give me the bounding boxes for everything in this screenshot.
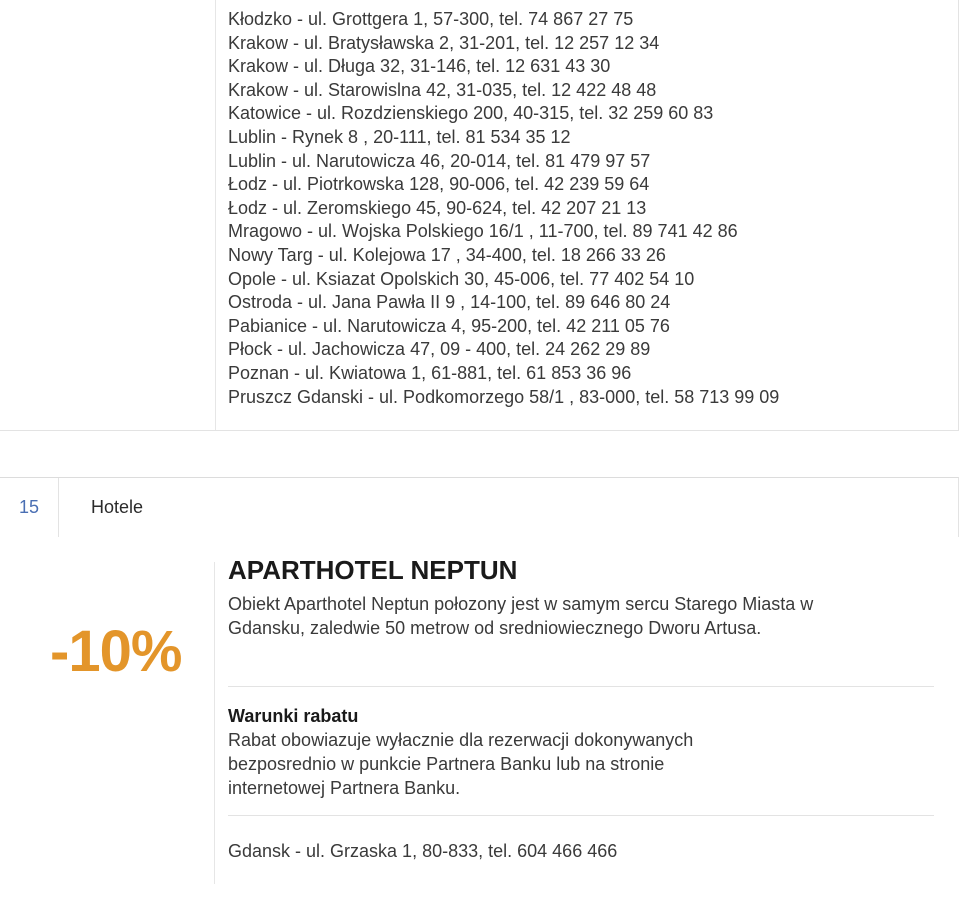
address-item: Krakow - ul. Długa 32, 31-146, tel. 12 631 43 30 (228, 56, 611, 77)
address-item: Katowice - ul. Rozdzienskiego 200, 40-315, tel. 32 259 60 83 (228, 103, 714, 124)
address-item: Pabianice - ul. Narutowicza 4, 95-200, tel. 42 211 05 76 (228, 315, 670, 336)
address-item: Łodz - ul. Zeromskiego 45, 90-624, tel. 42 207 21 13 (228, 197, 647, 218)
address-list (228, 8, 779, 409)
address-item: Krakow - ul. Bratysławska 2, 31-201, tel. 12 257 12 34 (228, 32, 660, 53)
address-panel (0, 0, 959, 431)
address-item: Mragowo - ul. Wojska Polskiego 16/1 , 11-700, tel. 89 741 42 86 (228, 221, 738, 242)
offer-description: Obiekt Aparthotel Neptun połozony jest w samym sercu Starego Miasta w Gdansku, zaledwie 50 metrow od sredniowiecznego Dworu Artusa. (228, 594, 814, 638)
offer-title: APARTHOTEL NEPTUN (228, 555, 518, 585)
address-item: Ostroda - ul. Jana Pawła II 9 , 14-100, tel. 89 646 80 24 (228, 292, 671, 313)
divider (228, 686, 934, 687)
address-panel-left-column (0, 0, 216, 430)
section-number: 15 (0, 478, 59, 537)
column-divider (214, 562, 215, 884)
conditions-text: Rabat obowiazuje wyłacznie dla rezerwacji dokonywanych bezposrednio w punkcie Partnera Banku lub na stronie internetowej Partnera Banku. (228, 730, 694, 798)
address-item: Kłodzko - ul. Grottgera 1, 57-300, tel. 74 867 27 75 (228, 9, 634, 29)
address-item: Poznan - ul. Kwiatowa 1, 61-881, tel. 61 853 36 96 (228, 362, 632, 383)
address-item: Płock - ul. Jachowicza 47, 09 - 400, tel. 24 262 29 89 (228, 339, 651, 360)
address-item: Pruszcz Gdanski - ul. Podkomorzego 58/1 , 83-000, tel. 58 713 99 09 (228, 386, 780, 407)
address-item: Opole - ul. Ksiazat Opolskich 30, 45-006, tel. 77 402 54 10 (228, 268, 695, 289)
address-item: Lublin - ul. Narutowicza 46, 20-014, tel. 81 479 97 57 (228, 150, 651, 171)
conditions-title: Warunki rabatu (228, 706, 359, 726)
address-item: Łodz - ul. Piotrkowska 128, 90-006, tel. 42 239 59 64 (228, 174, 650, 195)
address-item: Krakow - ul. Starowislna 42, 31-035, tel. 12 422 48 48 (228, 79, 657, 100)
discount-badge: -10% (50, 619, 182, 684)
section-title: Hotele (91, 497, 144, 517)
divider (228, 815, 934, 816)
offer-address: Gdansk - ul. Grzaska 1, 80-833, tel. 604 466 466 (228, 841, 618, 861)
address-item: Lublin - Rynek 8 , 20-111, tel. 81 534 35 12 (228, 126, 571, 147)
section-header (0, 477, 959, 537)
address-item: Nowy Targ - ul. Kolejowa 17 , 34-400, tel. 18 266 33 26 (228, 244, 666, 265)
